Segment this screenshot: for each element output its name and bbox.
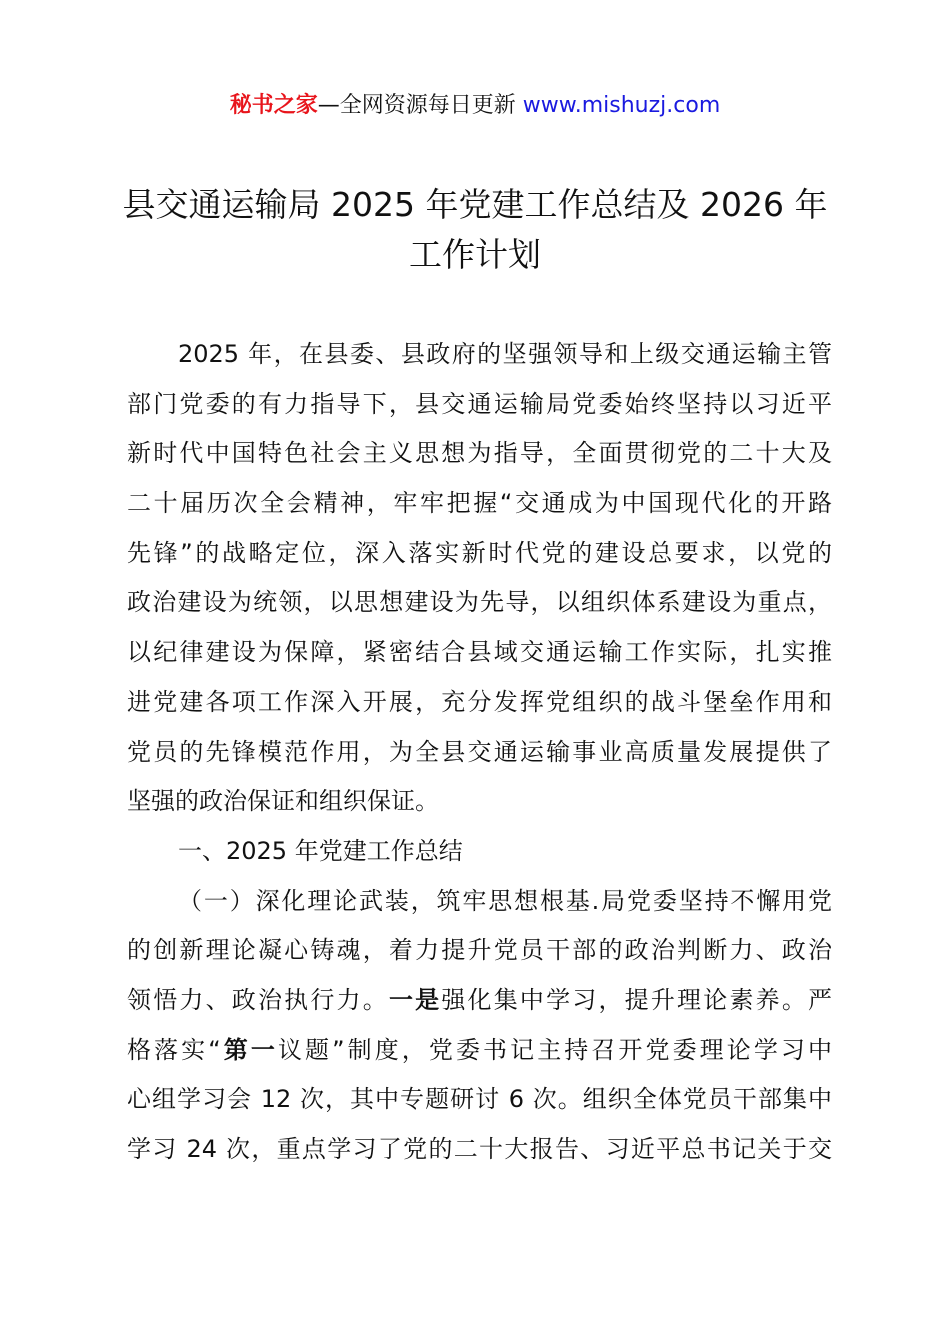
paragraph-line: 2025 年，在县委、县政府的坚强领导和上级交通运输主管 [178, 340, 832, 368]
paragraph-line: 二十届历次全会精神，牢牢把握“交通成为中国现代化的开路 [127, 489, 832, 518]
site-banner [0, 88, 950, 119]
paragraph-line [127, 976, 832, 1026]
paragraph-line [127, 1026, 832, 1076]
paragraph-line: 坚强的政治保证和组织保证。 [127, 787, 439, 816]
text-run: 强化集中学习，提升理论素养。严 [441, 985, 833, 1014]
paragraph-line: 进党建各项工作深入开展，充分发挥党组织的战斗堡垒作用和 [127, 687, 832, 716]
paragraph-line: 心组学习会 12 次，其中专题研讨 6 次。组织全体党员干部集中 [127, 1085, 832, 1114]
paragraph-line: 政治建设为统领，以思想建设为先导，以组织体系建设为重点， [127, 588, 832, 617]
section-heading: 一、2025 年党建工作总结 [178, 836, 463, 865]
bold-text-run: 第一 [220, 1035, 278, 1064]
paragraph-line: 新时代中国特色社会主义思想为指导，全面贯彻党的二十大及 [127, 439, 832, 468]
text-run: 领悟力、政治执行力。 [127, 985, 389, 1014]
bold-text-run: 一是 [388, 985, 442, 1014]
site-brand: 秘书之家 [229, 93, 318, 118]
document-body [127, 330, 832, 1175]
text-run: 格落实“ [127, 1035, 221, 1064]
paragraph-line: 部门党委的有力指导下，县交通运输局党委始终坚持以习近平 [127, 389, 832, 418]
site-slogan: —全网资源每日更新 [317, 93, 523, 118]
paragraph-line: 党员的先锋模范作用，为全县交通运输事业高质量发展提供了 [127, 737, 832, 766]
text-run: 议题”制度，党委书记主持召开党委理论学习中 [277, 1035, 833, 1064]
paragraph-line: 学习 24 次，重点学习了党的二十大报告、习近平总书记关于交 [127, 1135, 832, 1163]
paragraph-line: 以纪律建设为保障，紧密结合县域交通运输工作实际，扎实推 [127, 638, 832, 667]
paragraph-line: 先锋”的战略定位，深入落实新时代党的建设总要求，以党的 [127, 538, 832, 567]
paragraph-line: 的创新理论凝心铸魂，着力提升党员干部的政治判断力、政治 [127, 936, 832, 965]
paragraph-line: （一）深化理论武装，筑牢思想根基.局党委坚持不懈用党 [178, 886, 832, 915]
site-url-link[interactable]: www.mishuzj.com [522, 93, 721, 118]
document-title-line-1: 县交通运输局 2025 年党建工作总结及 2026 年 [122, 185, 828, 224]
document-title-line-2: 工作计划 [409, 235, 541, 274]
